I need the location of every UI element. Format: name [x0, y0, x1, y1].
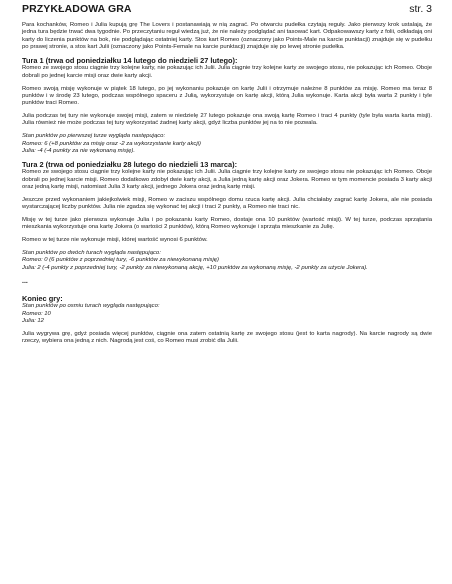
tura2-paragraph-2: Jeszcze przed wykonaniem jakiejkolwiek misji, Romeo w zaciszu wspólnego domu rzuca kartę akcji. Julia chciałaby zagrać kartę Jokera, ale nie posiada wystarczającej liczby punktów. Julia nie zgadza się wykonać tej akcji i traci 2 punkty, a Romeo nie traci nic. [22, 196, 432, 211]
end-score-state [22, 303, 432, 325]
page-header [22, 3, 432, 22]
tura1-paragraph-1: Romeo ze swojego stosu ciągnie trzy kolejne karty, nie pokazując ich Julii. Julia ciągnie trzy kolejne karty ze swojego stosu, nie pokazując ich Romeo. Oboje dobrali po jednej karcie misji oraz dwie karty akcji. [22, 65, 432, 79]
tura2-score-romeo: Romeo: 0 (6 punktów z poprzedniej tury, -6 punktów za niewykonaną misję) [22, 257, 219, 264]
tura1-score-julia: Julia: -4 (-4 punkty za nie wykonaną misję). [22, 147, 135, 154]
tura1-paragraph-3: Julia podczas tej tury nie wykonuje swojej misji, zatem w niedzielę 27 lutego pokazuje ona swoją kartę Romeo i traci 4 punkty (tyle była warta karta misji). Julia również nie może podczas tej tury wykorzystać żadnej karty akcji, gdyż liczba punktów jej na to nie pozwala. [22, 113, 432, 127]
end-heading: Koniec gry: [22, 293, 63, 303]
page-number: str. 3 [409, 3, 432, 15]
tura2-score-julia: Julia: 2 (-4 punkty z poprzedniej tury, -2 punkty za niewykonaną akcję, +10 punktów za wykonaną misję, -2 punkty za użycie Jokera). [22, 264, 368, 271]
tura2-paragraph-3: Misję w tej turze jako pierwsza wykonuje Julia i po pokazaniu karty Romeo, dostaje ona 10 punktów (wartość misji). W tej turze, podczas sprzątania mieszkania wykorzystuje ona kartę Jokera (o wartości 2 punktów), którą Romeo wykonuje i sprząta mieszkanie za Julię. [22, 216, 432, 231]
tura2-paragraph-4: Romeo w tej turze nie wykonuje misji, której wartość wynosi 6 punktów. [22, 237, 208, 244]
end-score-title: Stan punktów po osmiu turach wygląda następująco: [22, 303, 160, 310]
tura2-heading: Tura 2 (trwa od poniedziałku 28 lutego do niedzieli 13 marca): [22, 159, 238, 169]
page-title: PRZYKŁADOWA GRA [22, 3, 132, 15]
tura1-paragraph-2: Romeo swoją misję wykonuje w piątek 18 lutego, po jej wykonaniu pokazuje on kartę Julii i otrzymuje należne 8 punktów za misję. Romeo ma teraz 8 punktów i w środę 23 lutego, podczas wspólnego spaceru z Julią, wykorzystuje on kartę akcji, którą Julia wykonuje. Karta akcji była warta 2 punkty i tyle punktów traci Romeo. [22, 85, 432, 107]
end-score-julia: Julia: 12 [22, 318, 44, 325]
end-paragraph: Julia wygrywa grę, gdyż posiada więcej punktów, ciągnie ona zatem ostatnią kartę ze swojego stosu (jest to karta nagrody). Na karcie nagrody są dwie rzeczy, wybiera ona jedną z nich. Nagrodą jest coś, co Romeo musi zrobić dla Julii. [22, 330, 432, 345]
tura1-score-title: Stan punktów po pierwszej turze wygląda następująco: [22, 133, 166, 140]
ellipsis: ... [22, 277, 28, 285]
end-score-romeo: Romeo: 10 [22, 310, 51, 317]
tura2-paragraph-1: Romeo ze swojego stosu ciągnie trzy kolejne karty nie pokazując ich Julii. Julia ciągnie trzy kolejne karty ze swojego stosu nie pokazując ich Romeo. Oboje dobrali po jednej karcie misji. Romeo dodatkowo zdobył dwie karty akcji, a Julia jedną kartę akcji oraz Jokera. Romeo w tym momencie posiada 3 karty akcji oraz jedną kartę misji, natomiast Julia 3 karty akcji, jednego Jokera oraz jedną kartę misji. [22, 169, 432, 190]
tura1-score-romeo: Romeo: 6 (+8 punktów za misję oraz -2 za wykorzystanie karty akcji) [22, 140, 201, 147]
intro-paragraph: Para kochanków, Romeo i Julia kupują grę The Lovers i postanawiają w nią zagrać. Po otwarciu pudełka czytają reguły. Jako pierwszy krok ustalają, że jedna tura będzie trwać dwa tygodnie. Po przeczytaniu reguł wiedzą już, że nie należy podglądać ani tasować kart. Odpakowawszy karty z folii, odkładają oni karty do liczenia punktów na bok, nie podglądając ostatniej karty. Stos kart Romeo (oznaczony jako Points-Male na karcie punktacji) znajduje się w pudełku po prawej stronie, a stos kart Julii (oznaczony jako Points-Female na karcie punktacji) znajduje się po lewej stronie pudełka. [22, 22, 432, 50]
tura2-score-state [22, 250, 432, 272]
tura1-score-state [22, 133, 432, 155]
tura2-score-title: Stan punktów po dwóch turach wygląda następująco: [22, 250, 161, 257]
tura1-heading: Tura 1 (trwa od poniedziałku 14 lutego do niedzieli 27 lutego): [22, 55, 238, 65]
